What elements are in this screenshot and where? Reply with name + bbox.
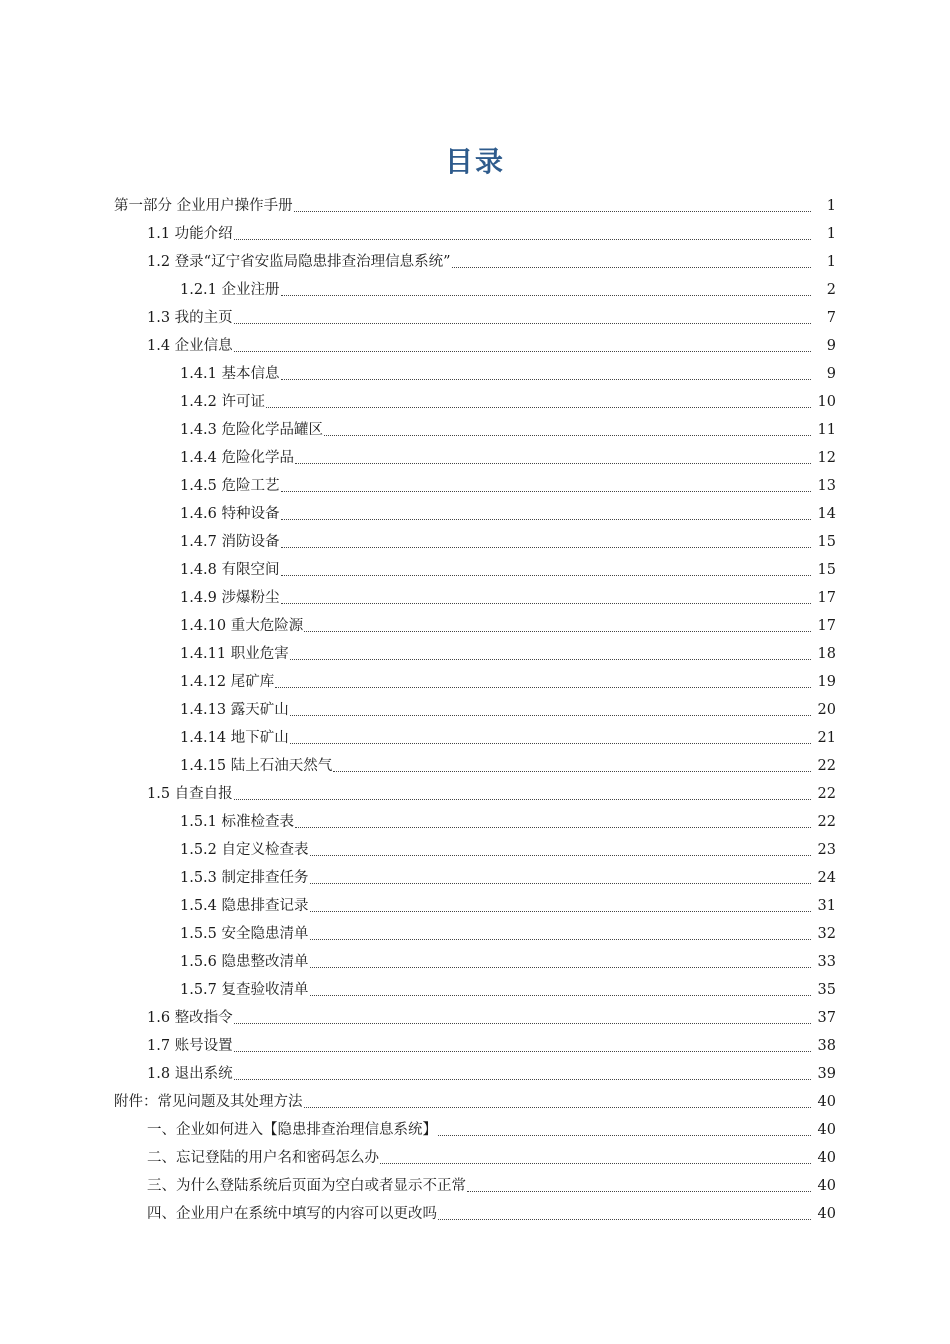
toc-entry-text: 1.4.10 重大危险源 (180, 618, 304, 634)
toc-entry-text: 一、企业如何进入【隐患排查治理信息系统】 (147, 1122, 437, 1138)
toc-leader-dots (295, 827, 811, 828)
toc-leader-dots (310, 939, 811, 940)
toc-page-number: 2 (826, 282, 836, 298)
toc-entry-text: 1.4.6 特种设备 (180, 506, 280, 522)
toc-entry[interactable] (0, 1027, 950, 1055)
toc-entry-text: 1.4.11 职业危害 (180, 646, 289, 662)
table-of-contents (0, 187, 950, 1223)
toc-page-number: 40 (817, 1206, 836, 1222)
toc-leader-dots (234, 799, 811, 800)
toc-page-number: 31 (817, 898, 836, 914)
toc-entry[interactable] (0, 915, 950, 943)
toc-entry[interactable] (0, 523, 950, 551)
toc-entry[interactable] (0, 719, 950, 747)
toc-leader-dots (281, 603, 811, 604)
toc-entry-text: 二、忘记登陆的用户名和密码怎么办 (147, 1150, 379, 1166)
toc-entry[interactable] (0, 663, 950, 691)
toc-entry[interactable] (0, 775, 950, 803)
toc-leader-dots (333, 771, 811, 772)
toc-entry[interactable] (0, 635, 950, 663)
toc-entry-text: 1.4.13 露天矿山 (180, 702, 289, 718)
toc-entry[interactable] (0, 803, 950, 831)
toc-page-number: 23 (817, 842, 836, 858)
toc-page-number: 39 (817, 1066, 836, 1082)
toc-entry[interactable] (0, 971, 950, 999)
toc-leader-dots (310, 967, 811, 968)
toc-entry[interactable] (0, 691, 950, 719)
toc-entry[interactable] (0, 411, 950, 439)
toc-entry-text: 1.6 整改指令 (147, 1010, 233, 1026)
toc-entry[interactable] (0, 299, 950, 327)
toc-leader-dots (266, 407, 811, 408)
toc-entry-text: 1.4.8 有限空间 (180, 562, 280, 578)
toc-leader-dots (281, 547, 811, 548)
toc-leader-dots (452, 267, 812, 268)
toc-leader-dots (234, 1023, 811, 1024)
toc-leader-dots (304, 1107, 812, 1108)
toc-page-number: 9 (826, 366, 836, 382)
toc-entry[interactable] (0, 747, 950, 775)
toc-entry-text: 附件：常见问题及其处理方法 (114, 1094, 303, 1110)
toc-entry[interactable] (0, 1139, 950, 1167)
toc-leader-dots (467, 1191, 811, 1192)
toc-entry-text: 1.3 我的主页 (147, 310, 233, 326)
toc-leader-dots (275, 687, 811, 688)
toc-entry-text: 1.4.2 许可证 (180, 394, 266, 410)
toc-entry-text: 1.5.5 安全隐患清单 (180, 926, 309, 942)
toc-entry[interactable] (0, 243, 950, 271)
toc-entry-text: 1.2 登录“辽宁省安监局隐患排查治理信息系统” (147, 254, 451, 270)
toc-leader-dots (304, 631, 811, 632)
toc-page-number: 38 (817, 1038, 836, 1054)
toc-leader-dots (281, 519, 811, 520)
toc-page-number: 32 (817, 926, 836, 942)
toc-page-number: 1 (826, 254, 836, 270)
toc-entry-text: 1.4.14 地下矿山 (180, 730, 289, 746)
toc-entry[interactable] (0, 999, 950, 1027)
toc-leader-dots (310, 911, 811, 912)
toc-entry[interactable] (0, 551, 950, 579)
toc-entry[interactable] (0, 187, 950, 215)
toc-page-number: 40 (817, 1178, 836, 1194)
toc-entry[interactable] (0, 495, 950, 523)
toc-leader-dots (380, 1163, 811, 1164)
toc-entry-text: 1.5.1 标准检查表 (180, 814, 295, 830)
toc-leader-dots (281, 575, 811, 576)
toc-page-number: 35 (817, 982, 836, 998)
toc-page-number: 40 (817, 1094, 836, 1110)
toc-entry-text: 1.4.9 涉爆粉尘 (180, 590, 280, 606)
toc-page-number: 21 (817, 730, 836, 746)
toc-leader-dots (310, 855, 811, 856)
toc-page-number: 19 (817, 674, 836, 690)
toc-entry-text: 1.4.4 危险化学品 (180, 450, 295, 466)
toc-leader-dots (290, 715, 811, 716)
toc-leader-dots (310, 995, 811, 996)
toc-entry-text: 1.7 账号设置 (147, 1038, 233, 1054)
toc-page-number: 37 (817, 1010, 836, 1026)
toc-page-number: 13 (817, 478, 836, 494)
toc-leader-dots (281, 295, 811, 296)
toc-page-number: 12 (817, 450, 836, 466)
toc-page-number: 17 (817, 618, 836, 634)
toc-entry[interactable] (0, 327, 950, 355)
toc-page-number: 10 (817, 394, 836, 410)
toc-entry[interactable] (0, 355, 950, 383)
toc-entry-text: 1.4.12 尾矿库 (180, 674, 275, 690)
toc-entry-text: 1.2.1 企业注册 (180, 282, 280, 298)
toc-title: 目录 (444, 145, 505, 178)
toc-entry[interactable] (0, 1111, 950, 1139)
toc-entry[interactable] (0, 1195, 950, 1223)
toc-page-number: 1 (826, 226, 836, 242)
toc-entry-text: 1.4.5 危险工艺 (180, 478, 280, 494)
toc-entry-text: 1.5.6 隐患整改清单 (180, 954, 309, 970)
toc-entry-text: 四、企业用户在系统中填写的内容可以更改吗 (147, 1206, 437, 1222)
toc-leader-dots (438, 1135, 811, 1136)
toc-page-number: 17 (817, 590, 836, 606)
toc-entry[interactable] (0, 859, 950, 887)
toc-entry[interactable] (0, 579, 950, 607)
toc-entry-text: 第一部分 企业用户操作手册 (114, 198, 293, 214)
toc-entry-text: 1.5.3 制定排查任务 (180, 870, 309, 886)
toc-entry[interactable] (0, 271, 950, 299)
toc-entry-text: 1.4.1 基本信息 (180, 366, 280, 382)
toc-entry-text: 1.4.15 陆上石油天然气 (180, 758, 333, 774)
toc-page-number: 1 (826, 198, 836, 214)
toc-leader-dots (234, 351, 811, 352)
toc-entry-text: 1.4 企业信息 (147, 338, 233, 354)
toc-page-number: 14 (817, 506, 836, 522)
toc-entry-text: 1.5.7 复查验收清单 (180, 982, 309, 998)
toc-page-number: 20 (817, 702, 836, 718)
toc-page-number: 40 (817, 1122, 836, 1138)
toc-entry[interactable] (0, 1055, 950, 1083)
toc-leader-dots (234, 323, 811, 324)
toc-entry-text: 1.4.7 消防设备 (180, 534, 280, 550)
toc-page-number: 7 (826, 310, 836, 326)
toc-entry-text: 1.8 退出系统 (147, 1066, 233, 1082)
toc-page-number: 15 (817, 534, 836, 550)
toc-page-number: 22 (817, 758, 836, 774)
toc-leader-dots (290, 743, 811, 744)
toc-leader-dots (438, 1219, 811, 1220)
toc-entry[interactable] (0, 943, 950, 971)
toc-leader-dots (295, 463, 811, 464)
toc-entry[interactable] (0, 215, 950, 243)
toc-entry[interactable] (0, 607, 950, 635)
toc-page-number: 18 (817, 646, 836, 662)
toc-entry[interactable] (0, 831, 950, 859)
toc-leader-dots (234, 1051, 811, 1052)
toc-leader-dots (281, 379, 811, 380)
toc-page-number: 40 (817, 1150, 836, 1166)
toc-entry-text: 1.5.4 隐患排查记录 (180, 898, 309, 914)
toc-entry[interactable] (0, 887, 950, 915)
toc-leader-dots (294, 211, 811, 212)
toc-page-number: 22 (817, 786, 836, 802)
toc-entry[interactable] (0, 1167, 950, 1195)
toc-entry-text: 1.1 功能介绍 (147, 226, 233, 242)
toc-leader-dots (290, 659, 811, 660)
toc-leader-dots (324, 435, 811, 436)
toc-entry[interactable] (0, 439, 950, 467)
toc-page-number: 22 (817, 814, 836, 830)
toc-leader-dots (281, 491, 811, 492)
toc-page-number: 9 (826, 338, 836, 354)
toc-leader-dots (310, 883, 811, 884)
toc-leader-dots (234, 239, 811, 240)
toc-entry[interactable] (0, 383, 950, 411)
toc-entry[interactable] (0, 467, 950, 495)
toc-page-number: 11 (817, 422, 836, 438)
toc-page-number: 24 (817, 870, 836, 886)
toc-entry[interactable] (0, 1083, 950, 1111)
toc-entry-text: 1.4.3 危险化学品罐区 (180, 422, 324, 438)
toc-entry-text: 1.5 自查自报 (147, 786, 233, 802)
toc-leader-dots (234, 1079, 811, 1080)
toc-entry-text: 三、为什么登陆系统后页面为空白或者显示不正常 (147, 1178, 466, 1194)
toc-page-number: 15 (817, 562, 836, 578)
toc-entry-text: 1.5.2 自定义检查表 (180, 842, 309, 858)
toc-page-number: 33 (817, 954, 836, 970)
